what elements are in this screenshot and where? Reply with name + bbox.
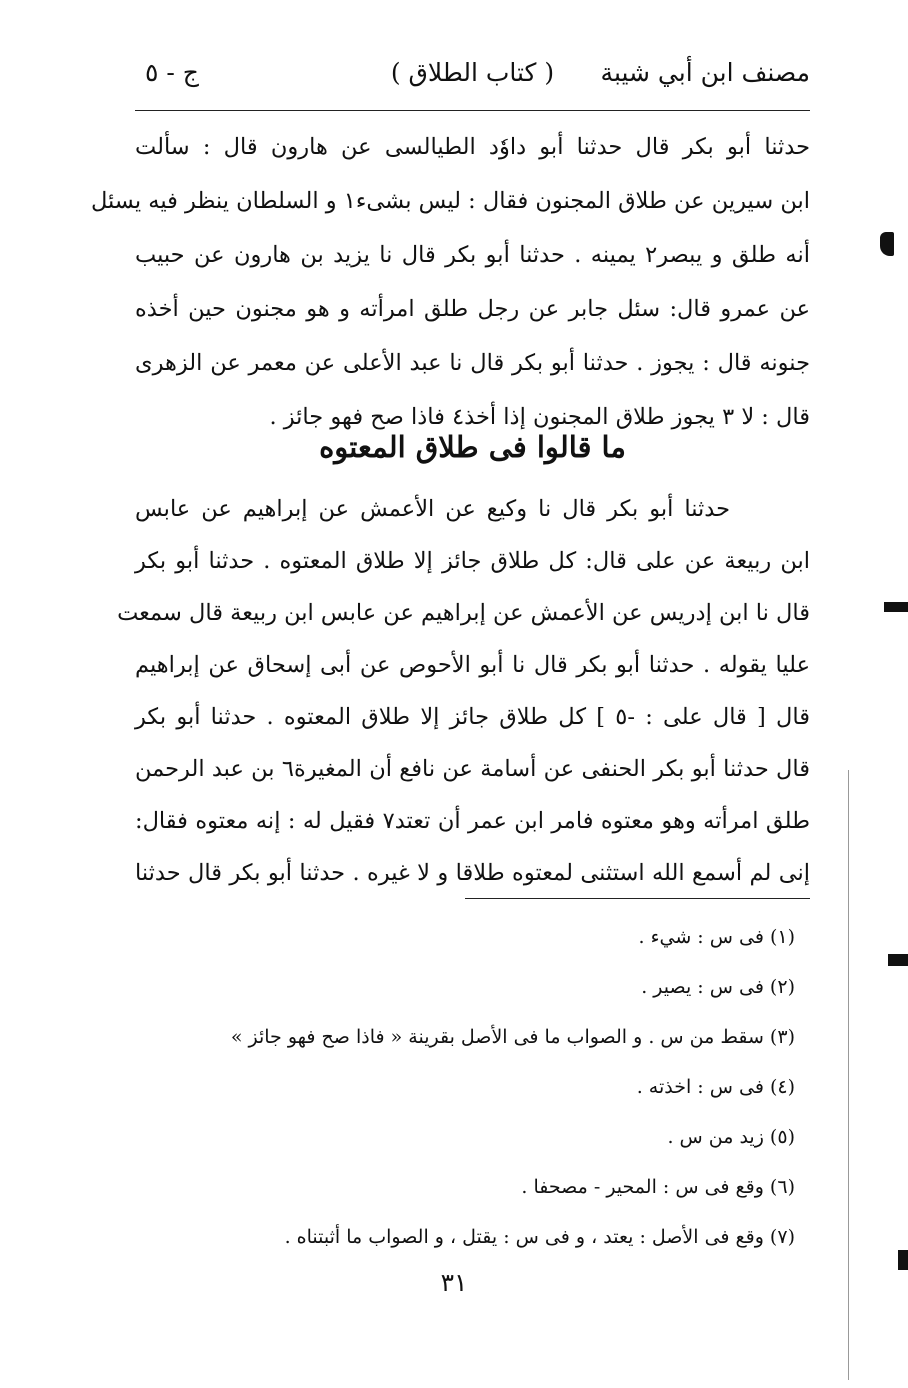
footnote: (٢) فى س : يصير .: [641, 976, 795, 998]
text-line: حدثنا أبو بكر قال حدثنا أبو داوٗد الطيالسى عن هارون قال : سألت: [135, 134, 810, 160]
text-line: إنى لم أسمع الله استثنى لمعتوه طلاقا و لا غيره . حدثنا أبو بكر قال حدثنا: [135, 860, 810, 886]
scan-mark: [898, 1250, 908, 1270]
scan-mark: [884, 602, 908, 612]
text-line: قال [ قال على : -٥ ] كل طلاق جائز إلا طلاق المعتوه . حدثنا أبو بكر: [135, 704, 810, 730]
text-line: حدثنا أبو بكر قال نا وكيع عن الأعمش عن إبراهيم عن عابس: [135, 496, 730, 522]
running-header: [135, 58, 810, 108]
text-line: عليا يقوله . حدثنا أبو بكر قال نا أبو الأحوص عن أبى إسحاق عن إبراهيم: [135, 652, 810, 678]
text-line: طلق امرأته وهو معتوه فامر ابن عمر أن تعتد٧ فقيل له : إنه معتوه فقال:: [135, 808, 811, 834]
header-chapter-title: ( كتاب الطلاق ): [390, 58, 555, 87]
header-book-title: مصنف ابن أبي شيبة: [600, 58, 810, 87]
footnotes: [135, 912, 795, 1262]
scan-mark: [880, 232, 894, 256]
section-heading: ما قالوا فى طلاق المعتوه: [319, 430, 626, 464]
footnote: (٤) فى س : اخذته .: [636, 1076, 795, 1098]
footnote: (٦) وقع فى س : المحير - مصحفا .: [521, 1176, 795, 1198]
text-line: ابن ربيعة عن على قال: كل طلاق جائز إلا طلاق المعتوه . حدثنا أبو بكر: [135, 548, 810, 574]
scan-mark: [888, 954, 908, 966]
footnote: (١) فى س : شي‌ء .: [638, 926, 795, 948]
section-text-block: [117, 483, 811, 899]
page-number: ٣١: [440, 1268, 468, 1297]
footnote-rule: [465, 898, 810, 899]
text-line: ابن سيرين عن طلاق المجنون فقال : ليس بشىء١ و السلطان ينظر فيه يسئل: [90, 188, 810, 214]
text-line: قال نا ابن إدريس عن الأعمش عن إبراهيم عن عابس ابن ربيعة قال سمعت: [117, 600, 810, 626]
footnote: (٧) وقع فى الأصل : يعتد ، و فى س : يقتل ، و الصواب ما أثبتناه .: [284, 1226, 795, 1248]
footnote: (٥) زيد من س .: [667, 1126, 795, 1148]
text-line: عن عمرو قال: سئل جابر عن رجل طلق امرأته و هو مجنون حين أخذه: [135, 296, 810, 322]
main-text-block: [90, 120, 810, 444]
scan-margin-line: [848, 770, 849, 1380]
text-line: قال : لا ٣ يجوز طلاق المجنون إذا أخذ٤ فاذا صح فهو جائز .: [269, 404, 810, 430]
text-line: قال حدثنا أبو بكر الحنفى عن أسامة عن نافع أن المغيرة٦ بن عبد الرحمن: [135, 756, 811, 782]
header-volume: ج - ٥: [145, 58, 199, 87]
header-rule: [135, 110, 810, 111]
text-line: أنه طلق و يبصر٢ يمينه . حدثنا أبو بكر قال نا يزيد بن هارون عن حبيب: [135, 242, 810, 268]
footnote: (٣) سقط من س . و الصواب ما فى الأصل بقرينة « فاذا صح فهو جائز »: [230, 1026, 795, 1048]
text-line: جنونه قال : يجوز . حدثنا أبو بكر قال نا عبد الأعلى عن معمر عن الزهرى: [135, 350, 810, 376]
